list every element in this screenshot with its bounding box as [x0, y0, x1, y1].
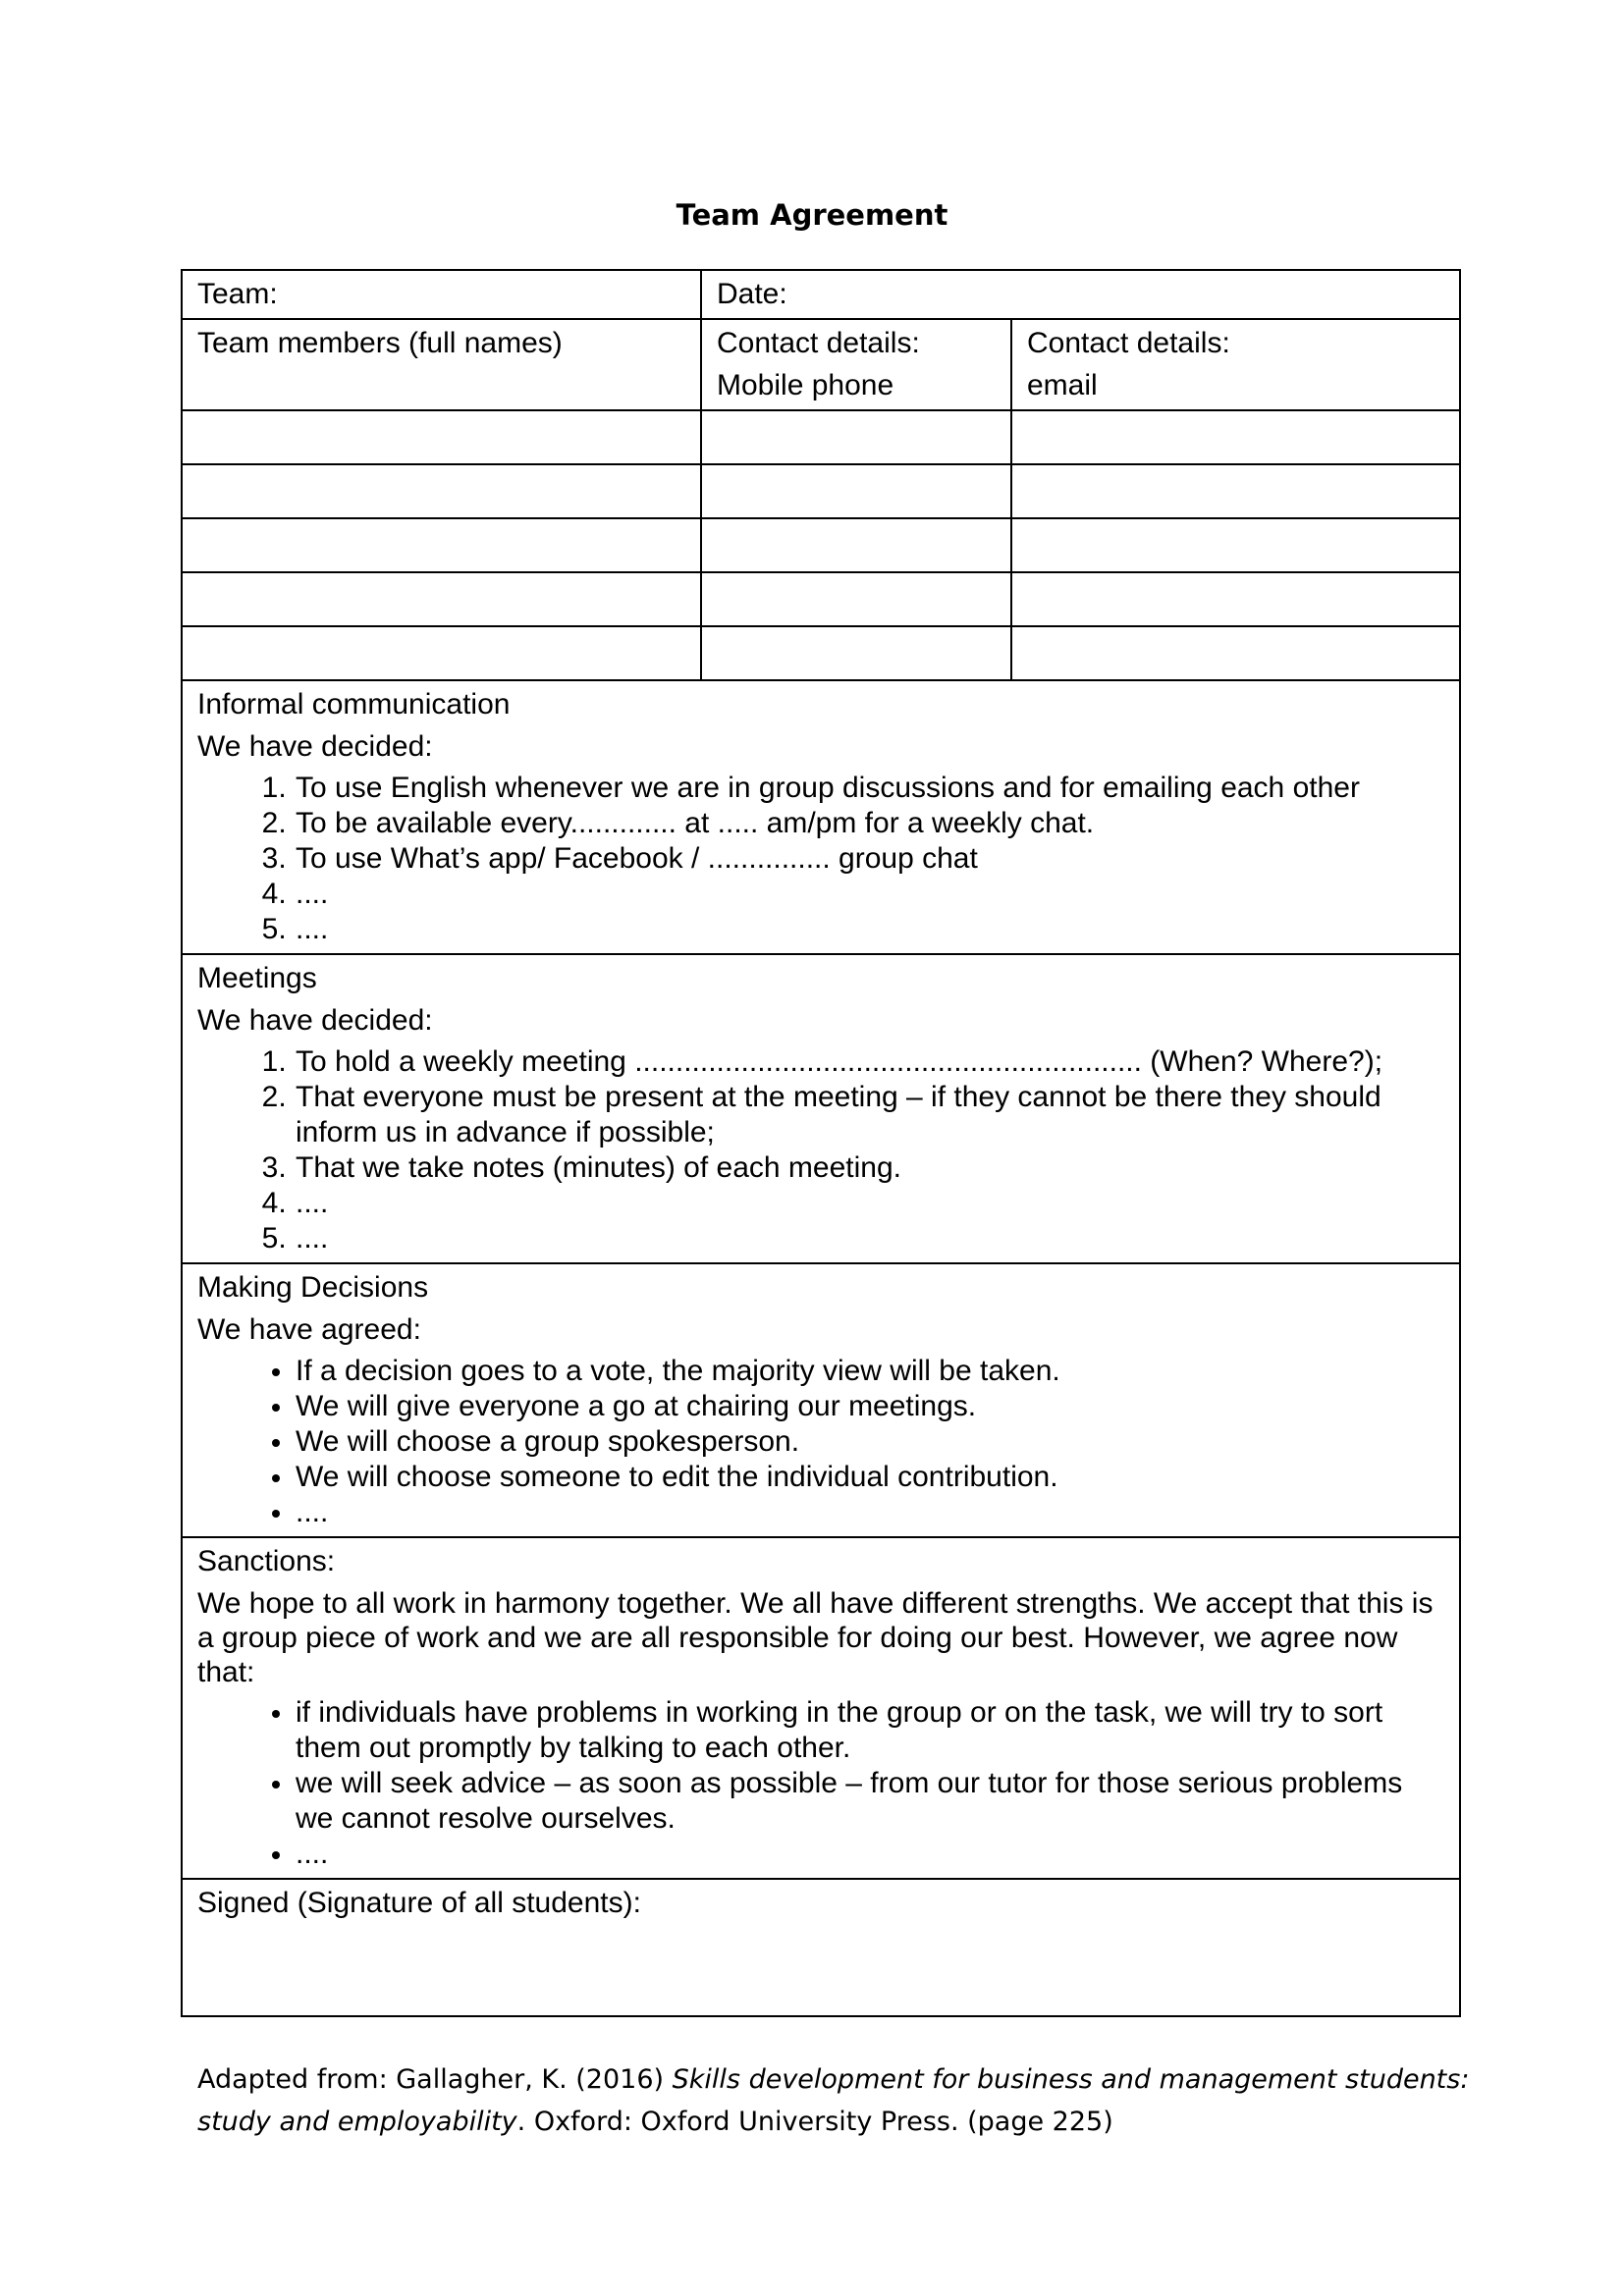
list-item: 1. To hold a weekly meeting .............................................................. (When? Where?); — [295, 1044, 1444, 1080]
member-row — [182, 572, 1460, 626]
decisions-intro: We have agreed: — [197, 1313, 421, 1346]
informal-label: Informal communication — [197, 688, 511, 721]
list-item: • We will choose someone to edit the individual contribution. — [295, 1460, 1444, 1495]
meetings-intro: We have decided: — [197, 1004, 433, 1037]
member-row — [182, 518, 1460, 572]
citation-suffix: . Oxford: Oxford University Press. (page 225) — [516, 2107, 1113, 2137]
informal-communication-section — [182, 680, 1460, 954]
date-label: Date: — [717, 278, 787, 310]
member-name-cell[interactable] — [182, 410, 701, 464]
decisions-label: Making Decisions — [197, 1271, 429, 1304]
informal-list — [197, 771, 1444, 947]
team-label: Team: — [197, 278, 278, 310]
date-cell[interactable] — [701, 270, 1460, 319]
informal-communication-row — [182, 680, 1460, 954]
email-header — [1011, 319, 1460, 410]
meetings-row — [182, 954, 1460, 1263]
making-decisions-section — [182, 1263, 1460, 1537]
member-row — [182, 626, 1460, 680]
list-item: 5. .... — [295, 912, 1444, 947]
citation-footer — [197, 2058, 1474, 2143]
email-label-line2: email — [1027, 369, 1098, 401]
sanctions-list — [197, 1695, 1444, 1872]
member-row — [182, 410, 1460, 464]
making-decisions-row — [182, 1263, 1460, 1537]
member-email-cell[interactable] — [1011, 410, 1460, 464]
informal-intro: We have decided: — [197, 730, 433, 763]
list-item: 4. .... — [295, 877, 1444, 912]
list-item: 5. .... — [295, 1221, 1444, 1256]
list-item: • .... — [295, 1495, 1444, 1530]
meetings-list — [197, 1044, 1444, 1256]
list-item: 3. That we take notes (minutes) of each meeting. — [295, 1150, 1444, 1186]
member-phone-cell[interactable] — [701, 572, 1011, 626]
list-item: 2. To be available every............. at ..... am/pm for a weekly chat. — [295, 806, 1444, 841]
member-name-cell[interactable] — [182, 572, 701, 626]
list-item: 3. To use What’s app/ Facebook / ............... group chat — [295, 841, 1444, 877]
sanctions-label: Sanctions: — [197, 1545, 336, 1577]
list-item: • .... — [295, 1837, 1444, 1872]
member-email-cell[interactable] — [1011, 626, 1460, 680]
member-phone-cell[interactable] — [701, 464, 1011, 518]
signed-row — [182, 1879, 1460, 2016]
team-date-row — [182, 270, 1460, 319]
team-cell[interactable] — [182, 270, 701, 319]
member-name-cell[interactable] — [182, 626, 701, 680]
sanctions-row — [182, 1537, 1460, 1879]
members-header — [182, 319, 701, 410]
team-agreement-table — [181, 269, 1461, 2017]
list-item: • We will choose a group spokesperson. — [295, 1424, 1444, 1460]
member-email-cell[interactable] — [1011, 518, 1460, 572]
phone-label-line2: Mobile phone — [717, 369, 894, 401]
citation-book-title: Skills development for business and management students: study and employability — [197, 2064, 1470, 2137]
list-item: • We will give everyone a go at chairing our meetings. — [295, 1389, 1444, 1424]
email-label-line1: Contact details: — [1027, 327, 1230, 359]
list-item: 2. That everyone must be present at the meeting – if they cannot be there they should inform us in advance if possible; — [295, 1080, 1444, 1150]
member-row — [182, 464, 1460, 518]
sanctions-section — [182, 1537, 1460, 1879]
decisions-list — [197, 1354, 1444, 1530]
phone-label-line1: Contact details: — [717, 327, 920, 359]
list-item: 1. To use English whenever we are in group discussions and for emailing each other — [295, 771, 1444, 806]
member-phone-cell[interactable] — [701, 518, 1011, 572]
member-email-cell[interactable] — [1011, 572, 1460, 626]
member-phone-cell[interactable] — [701, 626, 1011, 680]
list-item: • we will seek advice – as soon as possible – from our tutor for those serious problems we cannot resolve ourselves. — [295, 1766, 1444, 1837]
signature-cell[interactable] — [182, 1879, 1460, 2016]
column-header-row — [182, 319, 1460, 410]
sanctions-intro: We hope to all work in harmony together. We all have different strengths. We accept that this is a group piece of work and we are all responsible for doing our best. However, we agree now that: — [197, 1587, 1434, 1688]
document-title: Team Agreement — [676, 198, 948, 232]
meetings-section — [182, 954, 1460, 1263]
signed-label: Signed (Signature of all students): — [197, 1887, 641, 1919]
citation-prefix: Adapted from: Gallagher, K. (2016) — [197, 2064, 673, 2095]
list-item: • If a decision goes to a vote, the majority view will be taken. — [295, 1354, 1444, 1389]
members-label: Team members (full names) — [197, 327, 563, 359]
meetings-label: Meetings — [197, 962, 317, 994]
member-name-cell[interactable] — [182, 464, 701, 518]
list-item: • if individuals have problems in working in the group or on the task, we will try to sort them out promptly by talking to each other. — [295, 1695, 1444, 1766]
member-email-cell[interactable] — [1011, 464, 1460, 518]
phone-header — [701, 319, 1011, 410]
member-phone-cell[interactable] — [701, 410, 1011, 464]
member-name-cell[interactable] — [182, 518, 701, 572]
list-item: 4. .... — [295, 1186, 1444, 1221]
